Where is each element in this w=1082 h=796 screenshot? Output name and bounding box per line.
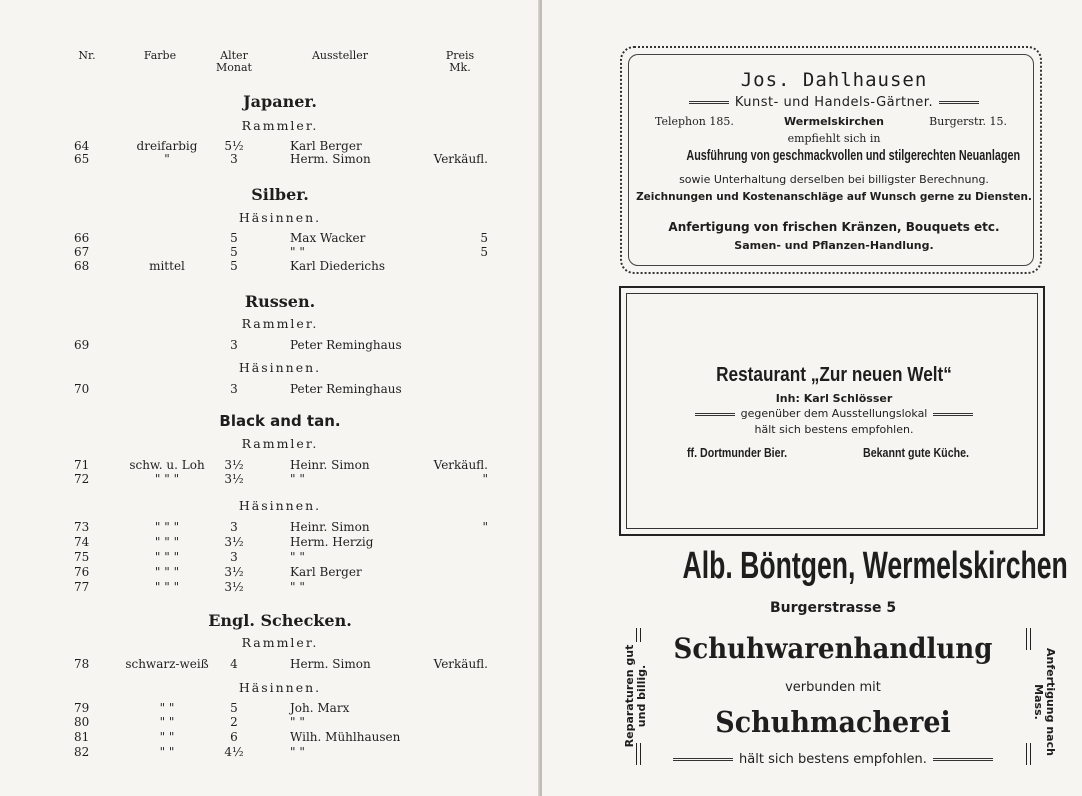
section-title-black-and-tan: Black and tan. — [219, 412, 341, 430]
group-label: Rammler. — [241, 436, 319, 451]
header-alter: Alter Monat — [216, 49, 252, 74]
right-page — [542, 0, 1082, 796]
table-row: 79 " " 5 Joh. Marx — [74, 701, 350, 715]
ad-border — [626, 293, 1038, 529]
table-row: 65 " 3 Herm. Simon Verkäufl. — [74, 152, 488, 166]
ad-text: empfiehlt sich in — [787, 132, 881, 145]
ad-text: hält sich bestens empfohlen. — [650, 752, 1016, 767]
group-label: Häsinnen. — [238, 210, 322, 225]
table-row: 73 " " " 3 Heinr. Simon " — [74, 520, 488, 534]
ad-text: Inh: Karl Schlösser — [775, 392, 893, 405]
side-text-left: Reparaturen gut und billig. — [623, 644, 648, 748]
side-bar — [1026, 743, 1031, 765]
divider — [695, 413, 735, 416]
ad-phone: Telephon 185. — [655, 115, 734, 128]
header-farbe: Farbe — [143, 49, 177, 62]
ad-title: Alb. Böntgen, Wermelskirchen — [682, 545, 1068, 587]
group-label: Rammler. — [241, 316, 319, 331]
ad-shop: Schuhwarenhandlung — [673, 632, 993, 665]
divider — [939, 101, 979, 104]
ad-text: Anfertigung von frischen Kränzen, Bouquets etc. — [668, 220, 1000, 234]
ad-subtitle: Kunst- und Handels-Gärtner. — [629, 95, 1039, 110]
table-row: 76 " " " 3½ Karl Berger — [74, 565, 362, 579]
table-row: 66 5 Max Wacker 5 — [74, 231, 488, 245]
ad-text: gegenüber dem Ausstellungslokal — [627, 407, 1041, 420]
ad-street: Burgerstr. 15. — [929, 115, 1007, 128]
table-row: 68 mittel 5 Karl Diederichs — [74, 259, 386, 273]
header-preis: Preis Mk. — [445, 49, 475, 74]
ad-text: Zeichnungen und Kostenanschläge auf Wunsch gerne zu Diensten. — [636, 191, 1032, 203]
group-label: Häsinnen. — [238, 498, 322, 513]
ad-restaurant — [619, 286, 1045, 536]
table-row: 75 " " " 3 " " — [74, 550, 305, 564]
ad-text: verbunden mit — [785, 680, 881, 695]
side-bar — [636, 743, 641, 765]
section-title-engl-schecken: Engl. Schecken. — [208, 611, 352, 630]
group-label: Häsinnen. — [238, 680, 322, 695]
group-label: Häsinnen. — [238, 360, 322, 375]
group-label: Rammler. — [241, 635, 319, 650]
table-row: 82 " " 4½ " " — [74, 745, 305, 759]
ad-title: Restaurant „Zur neuen Welt“ — [716, 364, 952, 386]
ad-workshop: Schuhmacherei — [715, 705, 951, 739]
table-row: 81 " " 6 Wilh. Mühlhausen — [74, 730, 401, 744]
divider — [689, 101, 729, 104]
ad-text: ff. Dortmunder Bier. — [687, 445, 788, 460]
ad-text: sowie Unterhaltung derselben bei billigster Berechnung. — [679, 173, 989, 186]
section-title-silber: Silber. — [251, 185, 309, 204]
table-row: 71 schw. u. Loh 3½ Heinr. Simon Verkäufl. — [74, 458, 488, 472]
ad-text: Samen- und Pflanzen-Handlung. — [734, 239, 934, 252]
divider — [933, 758, 993, 761]
ad-title: Jos. Dahlhausen — [740, 69, 928, 91]
table-row: 70 3 Peter Reminghaus — [74, 382, 402, 396]
header-nr: Nr. — [78, 49, 96, 62]
ad-text: hält sich bestens empfohlen. — [754, 423, 914, 436]
side-bar — [1026, 628, 1031, 650]
ad-border — [628, 54, 1034, 266]
ad-specialty: Ausführung von geschmackvollen und stilgerechten Neuanlagen — [686, 147, 1021, 164]
side-text-right: Anfertigung nach Mass. — [1032, 648, 1057, 756]
table-row: 72 " " " 3½ " " " — [74, 472, 488, 486]
table-row: 77 " " " 3½ " " — [74, 580, 305, 594]
ad-town: Wermelskirchen — [783, 115, 885, 128]
header-aussteller: Aussteller — [311, 49, 369, 62]
ad-street: Burgerstrasse 5 — [769, 600, 897, 616]
ad-text: Bekannt gute Küche. — [863, 445, 970, 460]
table-row: 74 " " " 3½ Herm. Herzig — [74, 535, 374, 549]
table-row: 80 " " 2 " " — [74, 715, 305, 729]
left-page — [0, 0, 540, 796]
section-title-japaner: Japaner. — [243, 92, 317, 111]
table-row: 69 3 Peter Reminghaus — [74, 338, 402, 352]
table-row: 64 dreifarbig 5½ Karl Berger — [74, 139, 362, 153]
ad-dahlhausen — [620, 46, 1042, 274]
divider — [933, 413, 973, 416]
divider — [673, 758, 733, 761]
table-row: 67 5 " " 5 — [74, 245, 488, 259]
table-row: 78 schwarz-weiß 4 Herm. Simon Verkäufl. — [74, 657, 488, 671]
section-title-russen: Russen. — [244, 292, 316, 311]
group-label: Rammler. — [241, 118, 319, 133]
